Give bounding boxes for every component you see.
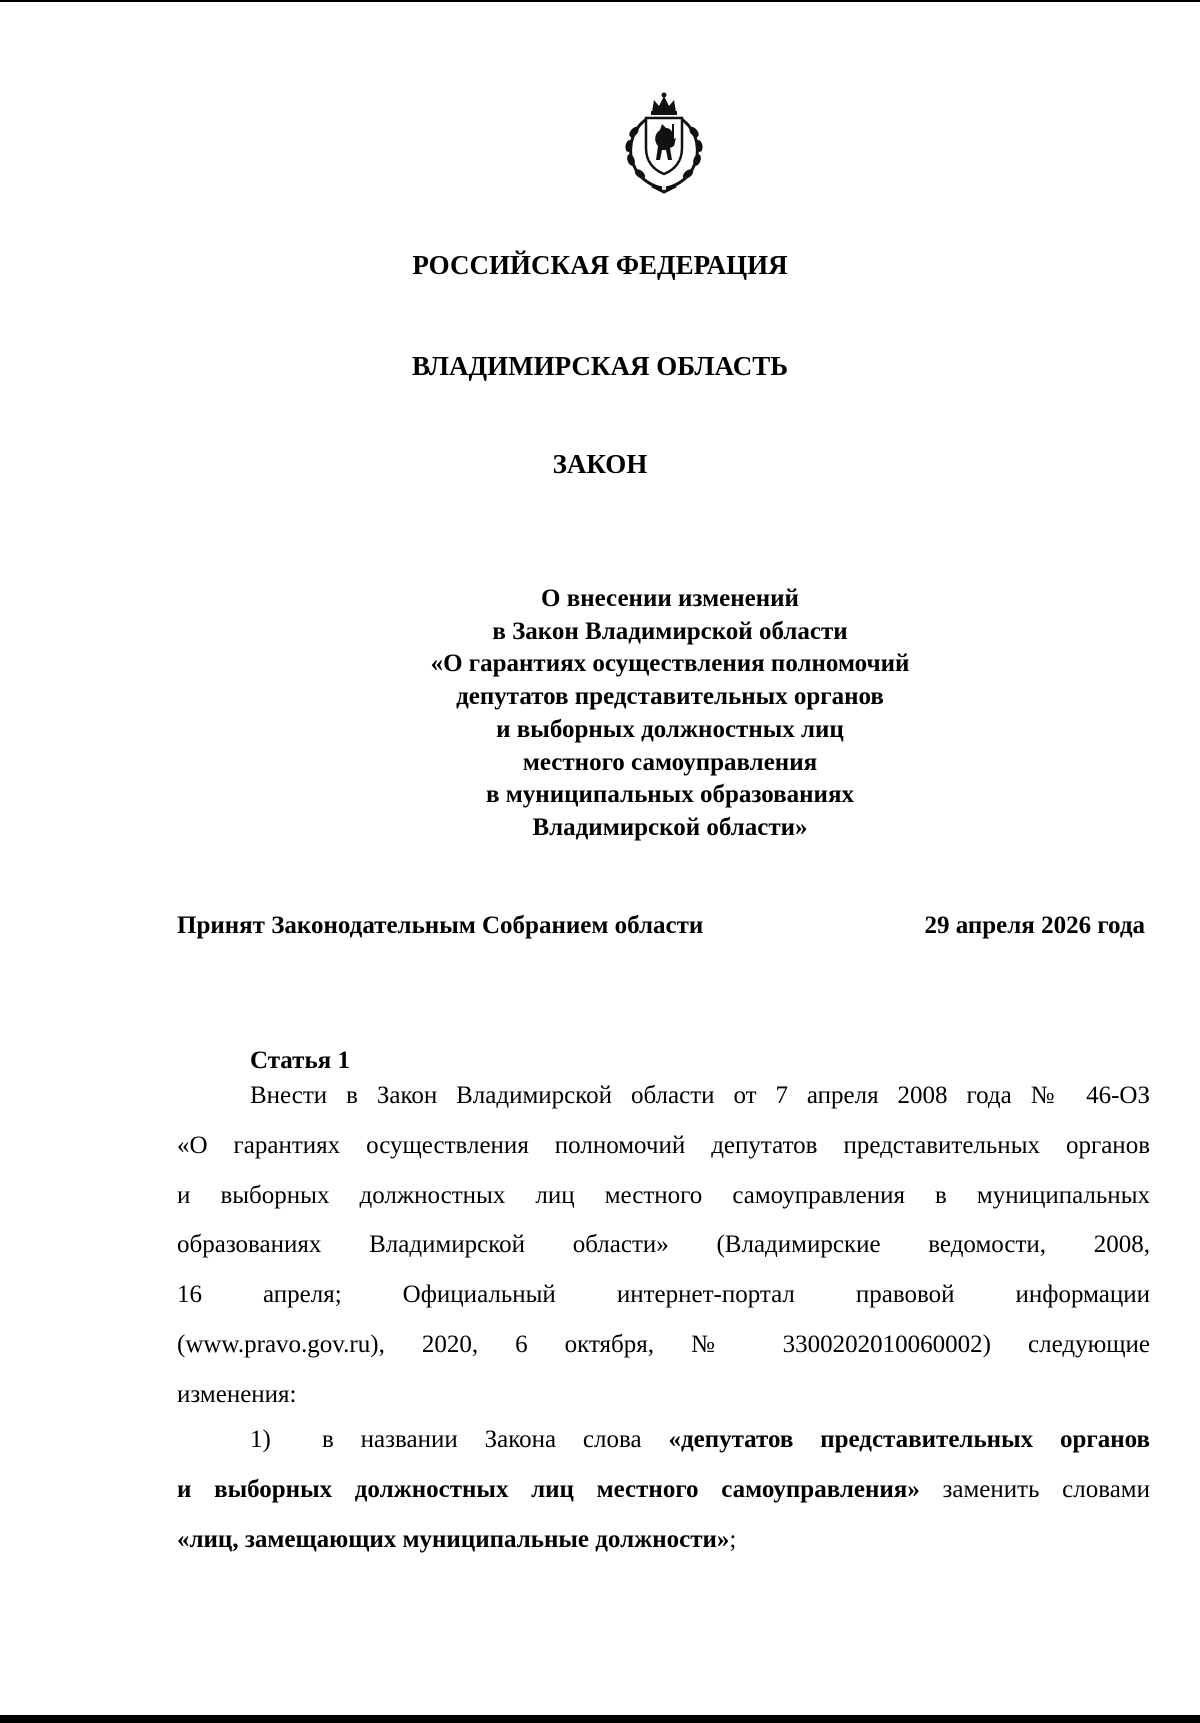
region-heading: ВЛАДИМИРСКАЯ ОБЛАСТЬ: [411, 351, 789, 381]
law-title: [250, 583, 1090, 845]
item-quote-bold: «депутатов представительных органов: [668, 1426, 1150, 1453]
item-line: [177, 1515, 1150, 1565]
item-line: [177, 1415, 1150, 1465]
law-title-line: О внесении изменений: [541, 585, 799, 612]
adoption-line: [177, 912, 1145, 940]
scan-top-edge: [0, 0, 1200, 2]
article-1-body: [177, 1071, 1150, 1420]
law-title-line: Владимирской области»: [532, 813, 808, 841]
item-line: [177, 1465, 1150, 1515]
adoption-date: 29 апреля 2026 года: [924, 912, 1145, 939]
item-quote-bold: и выборных должностных лиц местного самоуправления»: [177, 1475, 920, 1503]
item-text: заменить словами: [919, 1475, 1150, 1503]
body-line: 16 апреля; Официальный интернет-портал правовой информации: [177, 1281, 1150, 1309]
item-text: ;: [729, 1525, 737, 1553]
adoption-text: Принят Законодательным Собранием области: [177, 912, 704, 939]
law-title-line: местного самоуправления: [522, 748, 818, 776]
body-line: Внести в Закон Владимирской области от 7 апреля 2008 года № 46-ОЗ: [250, 1082, 1150, 1109]
item-text: в названии Закона слова: [322, 1426, 669, 1453]
body-line: «О гарантиях осуществления полномочий депутатов представительных органов: [177, 1131, 1150, 1159]
document-type-heading: ЗАКОН: [552, 449, 648, 479]
law-title-line: в муниципальных образованиях: [486, 781, 854, 809]
article-1-item-1: [177, 1415, 1150, 1564]
item-quote-bold: «лиц, замещающих муниципальные должности»: [177, 1525, 730, 1553]
vladimir-coat-of-arms-icon: [618, 90, 710, 194]
body-line: (www.pravo.gov.ru), 2020, 6 октября, № 3300202010060002) следующие: [177, 1330, 1150, 1358]
law-title-line: и выборных должностных лиц: [496, 715, 844, 743]
law-title-line: «О гарантиях осуществления полномочий: [430, 650, 910, 678]
item-number: 1): [250, 1426, 271, 1453]
body-line: и выборных должностных лиц местного самоуправления в муниципальных: [177, 1181, 1150, 1209]
country-heading: РОССИЙСКАЯ ФЕДЕРАЦИЯ: [412, 250, 788, 280]
law-title-line: депутатов представительных органов: [456, 683, 884, 711]
body-line: образованиях Владимирской области» (Владимирские ведомости, 2008,: [177, 1231, 1150, 1259]
body-line: изменения:: [177, 1380, 297, 1408]
scan-bottom-edge: [0, 1715, 1200, 1723]
article-1-title: Статья 1: [250, 1047, 350, 1074]
law-title-line: в Закон Владимирской области: [492, 617, 848, 645]
